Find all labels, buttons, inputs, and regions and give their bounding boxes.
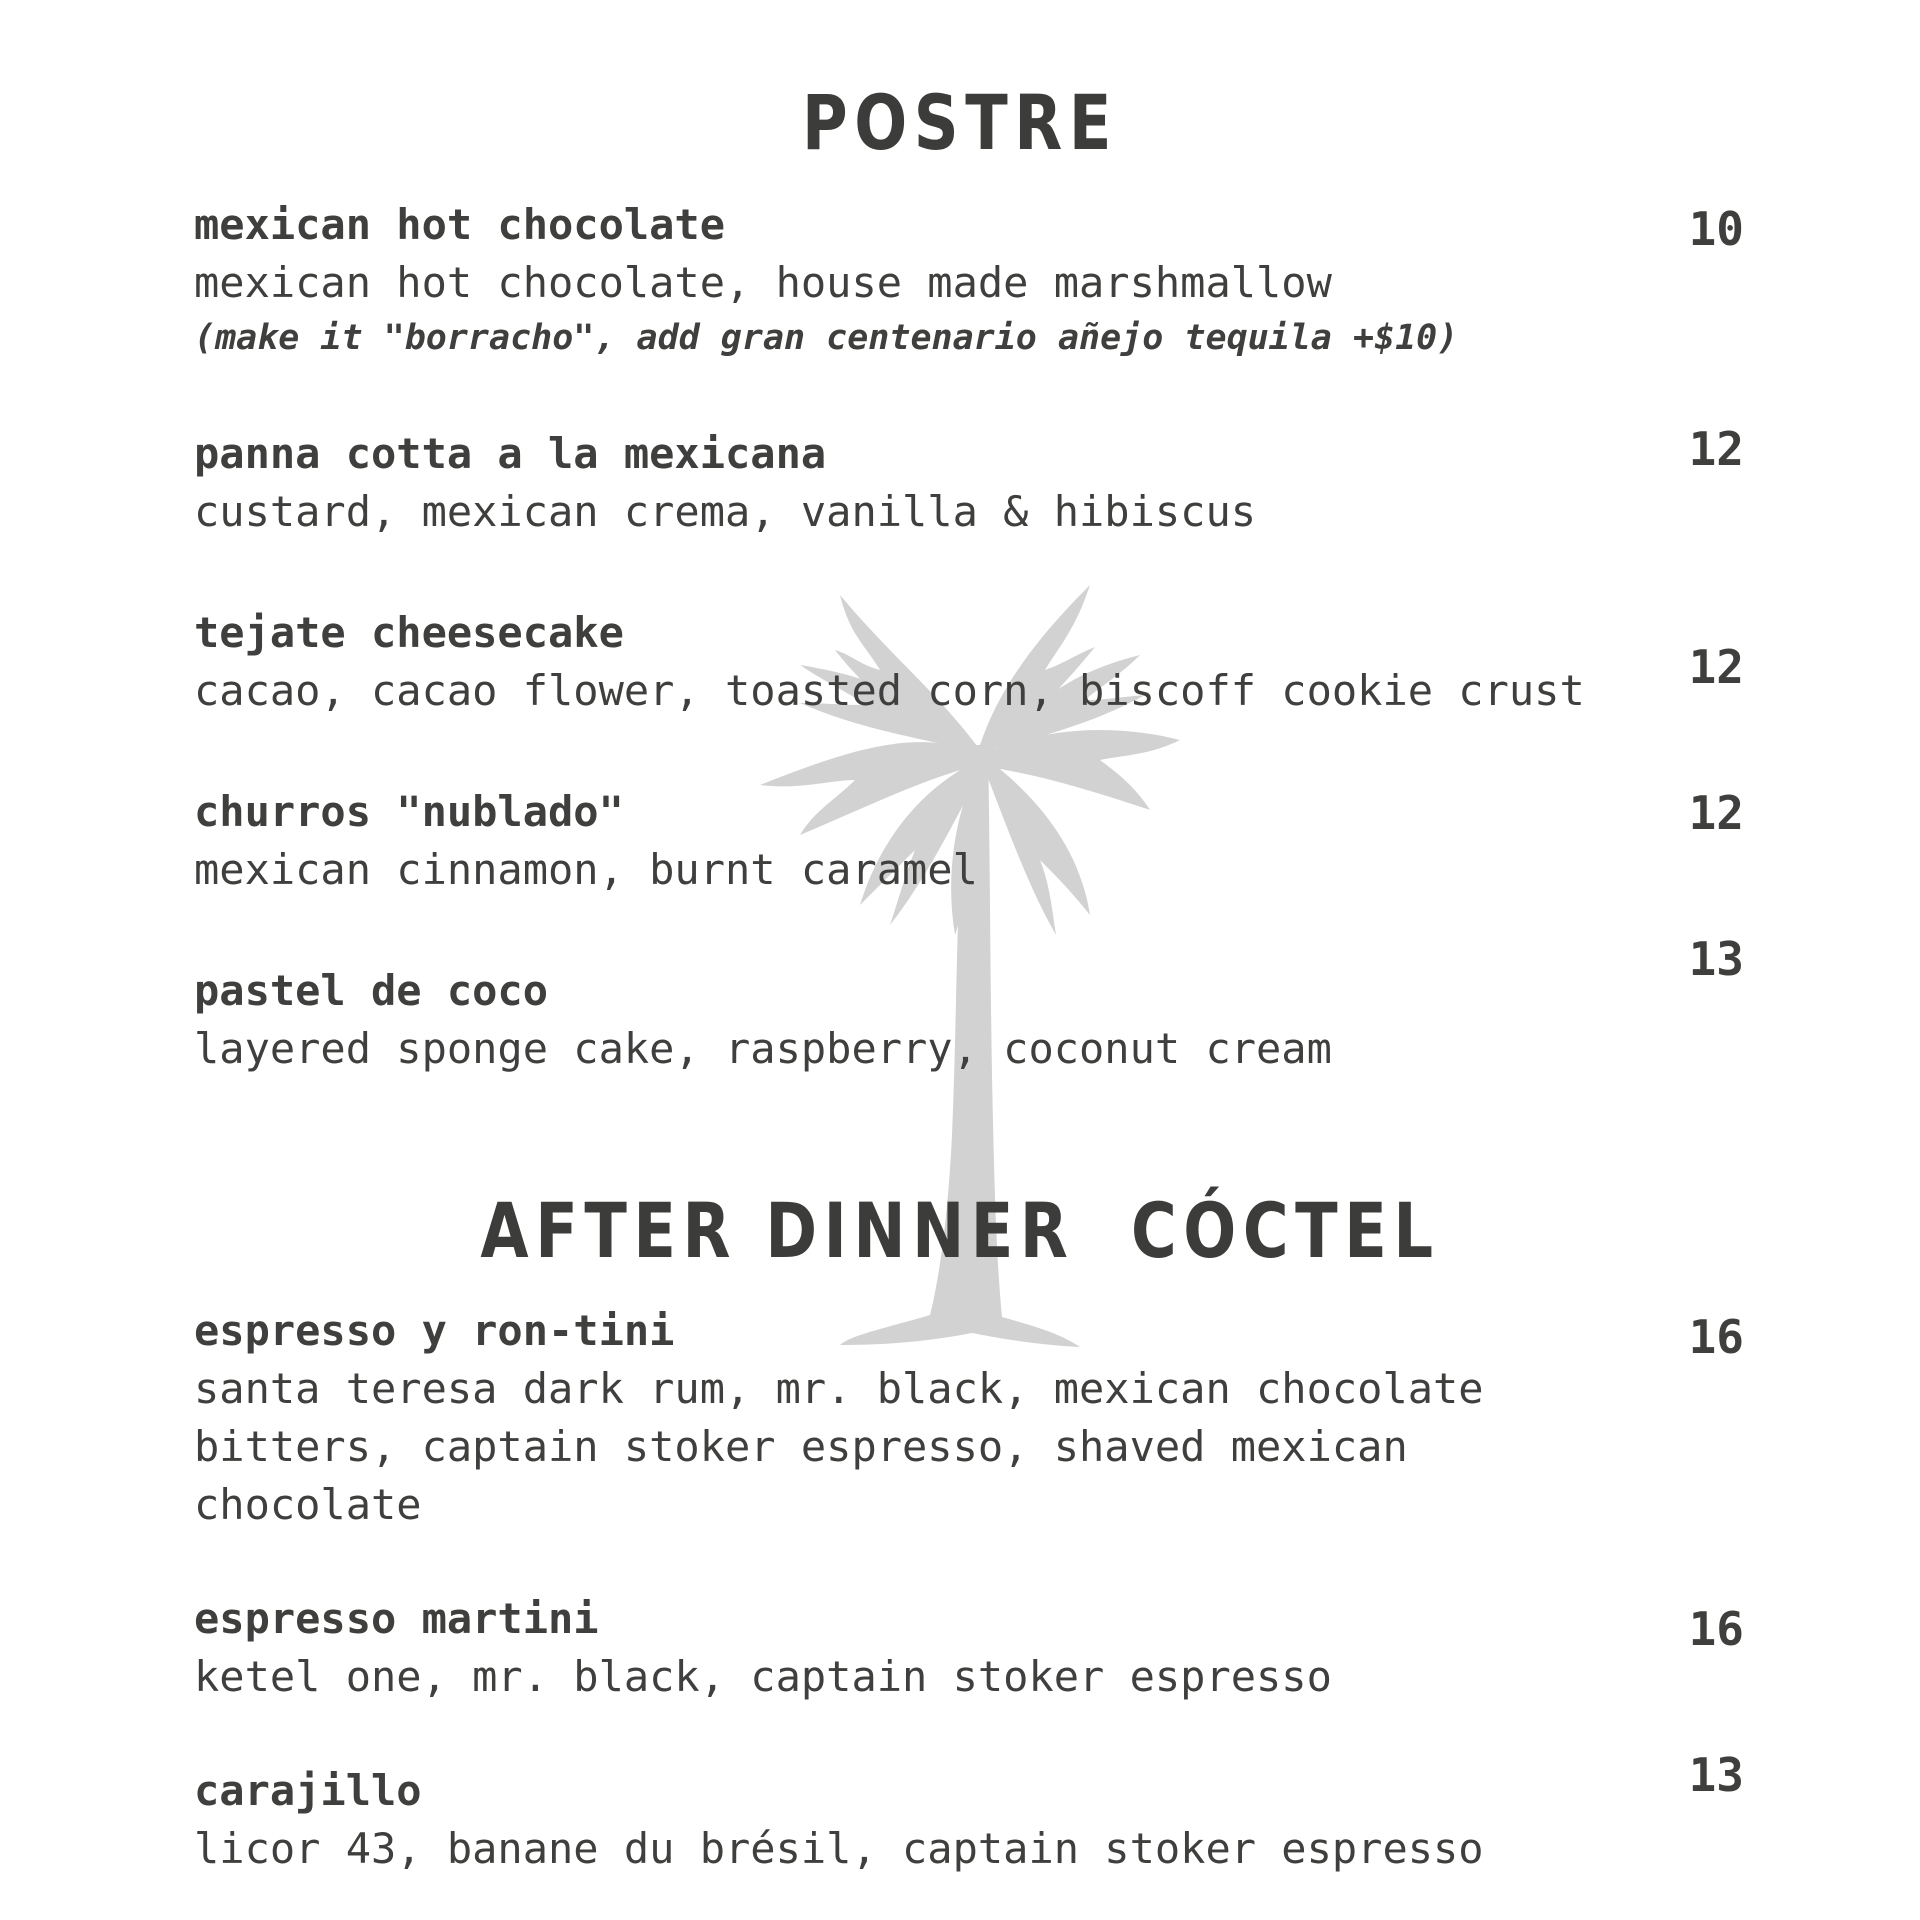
item-note: (make it "borracho", add gran centenario añejo tequila +$10) bbox=[194, 318, 1459, 358]
menu-item-tejate-cheesecake bbox=[194, 604, 1754, 720]
section-title-after-dinner-coctel: AFTER DINNER CÓCTEL bbox=[480, 1186, 1440, 1275]
item-description: mexican cinnamon, burnt caramel bbox=[194, 845, 978, 894]
menu-item-panna-cotta bbox=[194, 425, 1754, 541]
item-description: santa teresa dark rum, mr. black, mexican chocolate bitters, captain stoker espresso, shaved mexican chocolate bbox=[194, 1364, 1484, 1529]
menu-item-espresso-martini bbox=[194, 1590, 1754, 1706]
menu-item-carajillo bbox=[194, 1762, 1754, 1878]
item-description: cacao, cacao flower, toasted corn, biscoff cookie crust bbox=[194, 666, 1585, 715]
item-price: 13 bbox=[1688, 1748, 1744, 1802]
item-description: licor 43, banane du brésil, captain stoker espresso bbox=[194, 1824, 1484, 1873]
item-name: churros "nublado" bbox=[194, 787, 624, 836]
item-name: panna cotta a la mexicana bbox=[194, 429, 827, 478]
item-name: espresso y ron-tini bbox=[194, 1306, 675, 1355]
menu-item-espresso-y-ron-tini bbox=[194, 1302, 1754, 1534]
item-price: 12 bbox=[1688, 422, 1744, 476]
item-description: layered sponge cake, raspberry, coconut cream bbox=[194, 1024, 1332, 1073]
item-name: mexican hot chocolate bbox=[194, 200, 726, 249]
item-name: pastel de coco bbox=[194, 966, 549, 1015]
menu-item-mexican-hot-chocolate bbox=[194, 196, 1754, 364]
item-description: custard, mexican crema, vanilla & hibiscus bbox=[194, 487, 1257, 536]
item-description: mexican hot chocolate, house made marshmallow bbox=[194, 258, 1332, 307]
item-price: 13 bbox=[1688, 932, 1744, 986]
item-price: 16 bbox=[1688, 1310, 1744, 1364]
item-description: ketel one, mr. black, captain stoker espresso bbox=[194, 1652, 1332, 1701]
item-price: 12 bbox=[1688, 786, 1744, 840]
item-price: 12 bbox=[1688, 640, 1744, 694]
menu-item-churros-nublado bbox=[194, 783, 1754, 899]
item-price: 16 bbox=[1688, 1602, 1744, 1656]
item-price: 10 bbox=[1688, 202, 1744, 256]
menu-item-pastel-de-coco bbox=[194, 962, 1754, 1078]
item-name: tejate cheesecake bbox=[194, 608, 624, 657]
section-title-postre: POSTRE bbox=[802, 78, 1118, 167]
item-name: espresso martini bbox=[194, 1594, 599, 1643]
item-name: carajillo bbox=[194, 1766, 422, 1815]
